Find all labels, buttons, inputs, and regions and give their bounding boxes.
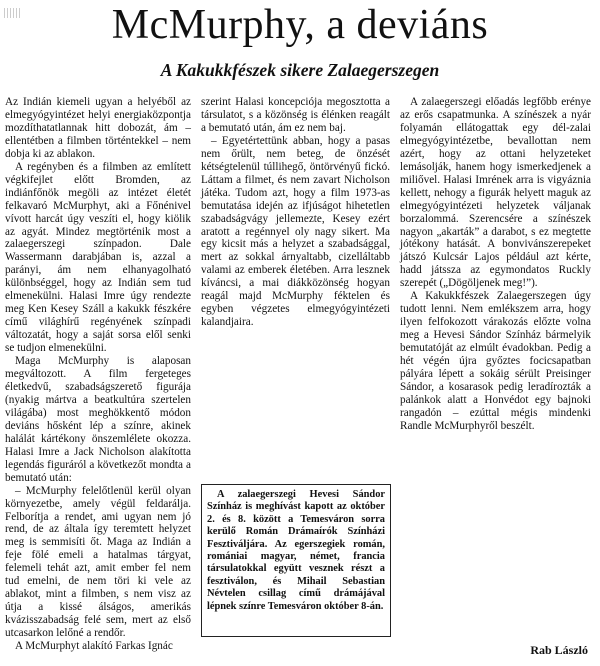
- paragraph: A Kakukkfészek Zalaegerszegen úgy tudott lenni. Nem emlékszem arra, hogy ilyen felfokozott várakozás előzte volna meg a Hevesi Sándor Színház bármelyik bemutatóját az elmúlt évadokban. Pedig a hét végén újra győztes focicsapatban pályára lépett a sokáig sérült Preisinger Sándor, a kosarasok pedig leradírozták a palánkok alatt a Honvédot egy bajnoki rangadón – ezúttal mégis mindenki Randle McMurphyről beszélt.: [400, 290, 591, 432]
- article-column-2: [201, 96, 390, 329]
- paragraph: A zalaegerszegi előadás legfőbb erénye az erős csapatmunka. A színészek a nyár folyamán ellátogattak egy dél-zalai elmegyógyintézetbe, bevallottan nem azért, hogy az ottani helyzeteket lemásolják, hanem hogy ismerkedjenek a miliővel. Halasi Imrének arra is vigyáznia kellett, nehogy a figurák helyett maguk az elmegyógyintézeti helyzetek váljanak borzalommá. Szerencsére a színészek nagyon „akarták” a darabot, s ez megtette jótékony hatását. A bonvivánszerepeket játszó Kulcsár Lajos például azt kérte, hadd játssza az egymondatos Ruckly szerepét („Dögöljenek meg!”).: [400, 96, 591, 290]
- author-signature: Rab László: [530, 643, 588, 657]
- subheadline: A Kakukkfészek sikere Zalaegerszegen: [160, 60, 440, 80]
- paragraph: A McMurphyt alakító Farkas Ignác: [15, 640, 173, 653]
- boxed-note-text: A zalaegerszegi Hevesi Sándor Színház is meghívást kapott az október 2. és 8. között a Temesváron sorra kerülő Román Drámaírók Színházi Fesztiváljára. Az egerszegiek román, romániai magyar, német, francia társulatokkal együtt vesznek részt a fesztiválon, és Mihail Sebastian Névtelen csillag című drámájával lépnek színre Temesváron október 8-án.: [207, 489, 385, 612]
- paragraph: – Egyetértettünk abban, hogy a pasas nem őrült, nem beteg, de önzését kétségtelenül túllihegő, öntörvényű fickó. Láttam a filmet, és nem zavart Nicholson játéka. Tudom azt, hogy a film 1973-as bemutatása idején az ifjúságot hihetetlen szabadságvágy jellemezte, Kesey ezért aratott a regénnyel oly nagy sikert. Ma egy kicsit más a helyzet a szabadsággal, mert az sokkal árnyaltabb, cizelláltabb valami az emberek életében. Arra lesznek kíváncsi, a mai diákközönség hogyan reagál majd McMurphy féktelen és egyben végzetes elmegyógyintézeti kalandjaira.: [201, 134, 390, 329]
- paragraph: Az Indián kiemeli ugyan a helyéből az elmegyógyintézet helyi energiaközpontja mozdíthatatlannak hitt dobozát, ám – ellentétben a filmben történtekkel – nem dobja ki az ablakon.: [5, 96, 191, 160]
- article-column-1: [5, 96, 191, 653]
- article-column-3: [400, 96, 591, 433]
- headline: McMurphy, a deviáns: [111, 2, 489, 48]
- paragraph: – McMurphy felelőtlenül kerül olyan környezetbe, amely végül feldarálja. Felborítja a rendet, ami ugyan nem jó rend, de az általa így teremtett helyzet meg is semmisíti őt. Maga az Indián a feje fölé emeli a hatalmas tárgyat, felemeli tehát azt, amit ember fel nem tud emelni, de nem töri ki vele az ablakot, mint a filmben, s nem visz az útja a kissé álságos, amerikás kvázisszabadság felé sem, mert az első utcasarkon lelőné a rendőr.: [5, 484, 191, 640]
- boxed-note: [201, 484, 391, 637]
- paragraph: A regényben és a filmben az említett végkifejlet előtt Bromden, az indiánfőnök megöli az intézet életét felkavaró McMurphyt, aki a Főnénivel vívott harcát úgy veszíti el, hogy kiölik az agyát. Mindez megtörténik most a zalaegerszegi színpadon. Dale Wassermann darabjában is, azzal a parányi, ám nem elhanyagolható különbséggel, hogy az Indián sem tud elmenekülni. Halasi Imre úgy rendezte meg Ken Kesey Száll a kakukk fészkére című világhírű regényének színpadi változatát, hogy a saját sorsa elől senki se tudjon elmenekülni.: [5, 160, 191, 355]
- paragraph: Maga McMurphy is alaposan megváltozott. A film fergeteges életkedvű, szabadságszerető figurája (nyakig mártva a beatkultúra szertelen világába) most meghökkentő módon deviáns hősként lép a színre, akinek halálát kártékony önszemlélete okozza. Halasi Imre a Jack Nicholson alakította legendás figuráról a következőt mondta a bemutató után:: [5, 355, 191, 484]
- paragraph-continued: szerint Halasi koncepciója megosztotta a társulatot, s a közönség is élénken reagált a bemutató után, ám ez nem baj.: [201, 96, 390, 134]
